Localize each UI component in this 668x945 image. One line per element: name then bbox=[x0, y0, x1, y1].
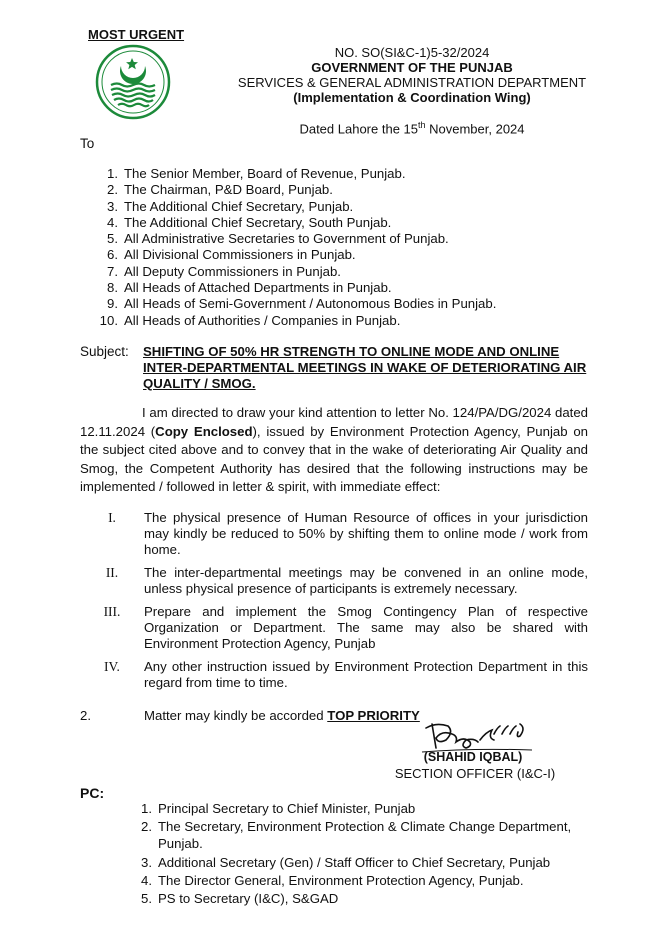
signatory-name: (SHAHID IQBAL) bbox=[423, 750, 523, 764]
copy-to-list bbox=[128, 800, 608, 908]
list-item-number: 9. bbox=[107, 296, 118, 312]
list-item bbox=[94, 166, 496, 182]
list-item-text: All Deputy Commissioners in Punjab. bbox=[124, 263, 341, 279]
list-item-text: Principal Secretary to Chief Minister, Punjab bbox=[158, 801, 416, 816]
list-item-text: All Heads of Semi-Government / Autonomous Bodies in Punjab. bbox=[124, 296, 497, 312]
list-item-number: 4. bbox=[107, 214, 118, 230]
list-item bbox=[128, 818, 608, 852]
pc-label: PC: bbox=[80, 785, 105, 801]
list-item bbox=[94, 182, 496, 198]
department-name: SERVICES & GENERAL ADMINISTRATION DEPARTMENT bbox=[237, 75, 587, 90]
subject-label: Subject: bbox=[80, 344, 129, 359]
list-item-text: All Administrative Secretaries to Government of Punjab. bbox=[124, 231, 449, 247]
government-title: GOVERNMENT OF THE PUNJAB bbox=[311, 60, 513, 75]
list-item bbox=[128, 800, 608, 817]
list-item bbox=[128, 890, 608, 907]
list-item bbox=[94, 215, 496, 231]
list-item-text: The Additional Chief Secretary, South Punjab. bbox=[124, 214, 392, 230]
list-item bbox=[94, 231, 496, 247]
list-item-number: 2. bbox=[107, 182, 118, 198]
to-label: To bbox=[80, 136, 95, 151]
list-item-number: 1. bbox=[107, 166, 118, 181]
list-item-number: 3. bbox=[107, 198, 118, 214]
list-item bbox=[128, 854, 608, 871]
list-item-number: 2. bbox=[141, 819, 152, 835]
list-item bbox=[94, 313, 496, 329]
list-item-text: PS to Secretary (I&C), S&GAD bbox=[158, 891, 339, 907]
list-item bbox=[94, 199, 496, 215]
list-item bbox=[94, 264, 496, 280]
urgency-label: MOST URGENT bbox=[88, 27, 185, 42]
list-item-text: The Director General, Environment Protection Agency, Punjab. bbox=[158, 872, 524, 888]
date-line: Dated Lahore the 15th November, 2024 bbox=[299, 120, 525, 137]
list-item-number: 1. bbox=[141, 801, 152, 816]
wing-name: (Implementation & Coordination Wing) bbox=[293, 90, 531, 105]
list-item bbox=[94, 247, 496, 263]
list-item-number: 6. bbox=[107, 247, 118, 263]
instruction-item: II. The inter-departmental meetings may be convened in an online mode, unless physical presence of participants is extremely necessary. bbox=[105, 565, 588, 597]
list-item-number: 5. bbox=[107, 231, 118, 247]
list-item-text: The Chairman, P&D Board, Punjab. bbox=[124, 182, 333, 198]
instruction-item: I. The physical presence of Human Resource of offices in your jurisdiction may kindly be reduced to 50% by shifting them to online mode / work from home. bbox=[108, 510, 588, 558]
list-item-number: 4. bbox=[141, 872, 152, 888]
priority-paragraph: Matter may kindly be accorded TOP PRIORITY bbox=[144, 708, 420, 723]
addressee-list bbox=[94, 166, 496, 329]
letter-number: NO. SO(SI&C-1)5-32/2024 bbox=[334, 45, 490, 60]
list-item-text: The Additional Chief Secretary, Punjab. bbox=[124, 198, 354, 214]
list-item-number: 7. bbox=[107, 263, 118, 279]
punjab-government-logo bbox=[95, 44, 171, 120]
subject-text: SHIFTING OF 50% HR STRENGTH TO ONLINE MODE AND ONLINE INTER-DEPARTMENTAL MEETINGS IN WAKE OF DETERIORATING AIR QUALITY / SMOG. bbox=[143, 344, 587, 391]
signatory-title: SECTION OFFICER (I&C-I) bbox=[394, 766, 556, 781]
list-item-number: 10. bbox=[99, 312, 118, 328]
list-item-text: The Secretary, Environment Protection & Climate Change Department, Punjab. bbox=[158, 819, 572, 852]
list-item-text: Additional Secretary (Gen) / Staff Officer to Chief Secretary, Punjab bbox=[158, 854, 551, 870]
instruction-item: III. Prepare and implement the Smog Contingency Plan of respective Organization or Department. The same may also be shared with Environment Protection Agency, Punjab bbox=[103, 604, 588, 652]
paragraph-number: 2. bbox=[80, 708, 91, 723]
list-item bbox=[128, 872, 608, 889]
list-item-text: All Heads of Authorities / Companies in Punjab. bbox=[124, 312, 401, 328]
instruction-item: IV. Any other instruction issued by Environment Protection Department in this regard from time to time. bbox=[104, 659, 588, 691]
list-item-number: 5. bbox=[141, 891, 152, 907]
list-item-text: All Divisional Commissioners in Punjab. bbox=[124, 247, 356, 263]
list-item-text: The Senior Member, Board of Revenue, Punjab. bbox=[124, 166, 406, 181]
signature-image bbox=[418, 714, 538, 754]
list-item-number: 8. bbox=[107, 280, 118, 296]
body-paragraph: I am directed to draw your kind attention to letter No. 124/PA/DG/2024 dated 12.11.2024 (Copy Enclosed), issued by Environment Protection Agency, Punjab on the subject cited above and to convey that in the wake of deteriorating Air Quality and Smog, the Competent Authority has desired that the following instructions may be implemented / followed in letter & spirit, with immediate effect: bbox=[80, 405, 588, 495]
list-item-number: 3. bbox=[141, 854, 152, 870]
list-item bbox=[94, 280, 496, 296]
list-item bbox=[94, 296, 496, 312]
list-item-text: All Heads of Attached Departments in Punjab. bbox=[124, 280, 392, 296]
